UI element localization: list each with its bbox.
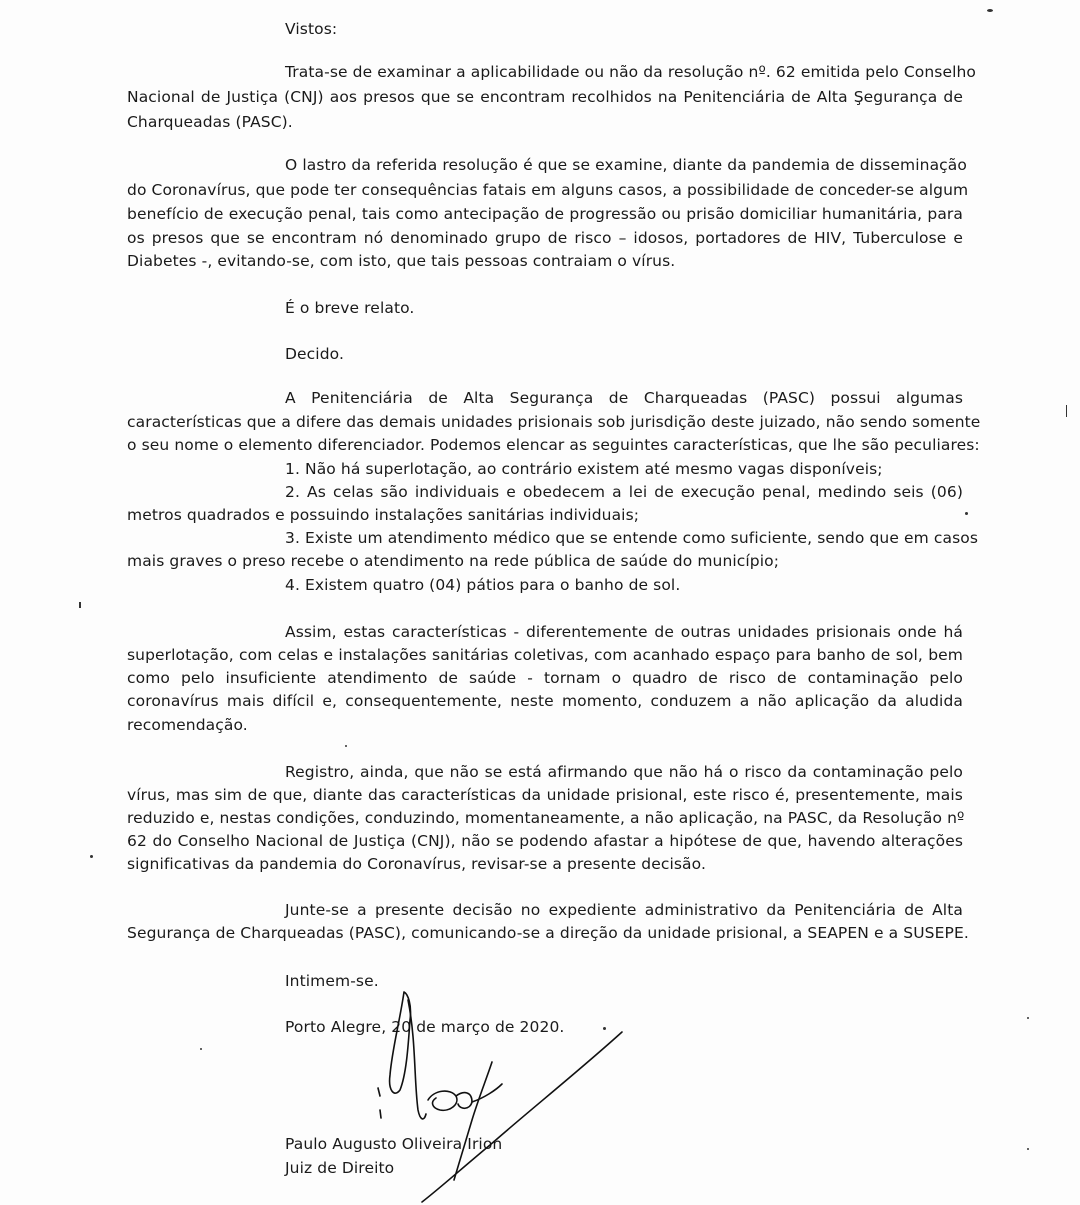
list-item-2-line-1: 2. As celas são individuais e obedecem a lei de execução penal, medindo seis (06)	[285, 483, 963, 501]
paragraph-4-line-2: superlotação, com celas e instalações sanitárias coletivas, com acanhado espaço para banho de sol, bem	[127, 646, 963, 664]
scan-speck	[90, 855, 93, 858]
scan-speck	[1027, 1017, 1029, 1019]
paragraph-5-line-1: Registro, ainda, que não se está afirmando que não há o risco da contaminação pelo	[285, 763, 963, 781]
list-item-2-line-2: metros quadrados e possuindo instalações sanitárias individuais;	[127, 506, 640, 524]
list-item-4: 4. Existem quatro (04) pátios para o banho de sol.	[285, 576, 681, 594]
paragraph-1-line-1: Trata-se de examinar a aplicabilidade ou não da resolução nº. 62 emitida pelo Conselho	[285, 63, 977, 81]
date-line: Porto Alegre, 20 de março de 2020.	[285, 1018, 565, 1036]
scan-speck	[1027, 1148, 1029, 1150]
paragraph-4-line-4: coronavírus mais difícil e, consequentemente, neste momento, conduzem a não aplicação da aludida	[127, 692, 963, 710]
paragraph-3-line-2: características que a difere das demais unidades prisionais sob jurisdição deste juizado, não sendo somente	[127, 413, 981, 431]
list-item-3-line-1: 3. Existe um atendimento médico que se entende como suficiente, sendo que em casos	[285, 529, 979, 547]
scan-speck	[987, 9, 993, 12]
paragraph-5-line-4: 62 do Conselho Nacional de Justiça (CNJ), não se podendo afastar a hipótese de que, havendo alterações	[127, 832, 963, 850]
paragraph-2-line-5: Diabetes -, evitando-se, com isto, que tais pessoas contraiam o vírus.	[127, 252, 676, 270]
paragraph-5-line-5: significativas da pandemia do Coronavírus, revisar-se a presente decisão.	[127, 855, 706, 873]
scan-speck	[345, 745, 347, 747]
scan-speck	[1066, 405, 1067, 417]
relato-line: É o breve relato.	[285, 299, 415, 317]
intimem-line: Intimem-se.	[285, 972, 379, 990]
scan-speck	[200, 1048, 202, 1050]
signer-title: Juiz de Direito	[285, 1159, 395, 1177]
paragraph-5-line-2: vírus, mas sim de que, diante das características da unidade prisional, este risco é, presentemente, mais	[127, 786, 963, 804]
paragraph-1-line-3: Charqueadas (PASC).	[127, 113, 293, 131]
decido-line: Decido.	[285, 345, 344, 363]
paragraph-4-line-5: recomendação.	[127, 716, 248, 734]
scan-speck	[79, 602, 81, 608]
list-item-1: 1. Não há superlotação, ao contrário existem até mesmo vagas disponíveis;	[285, 460, 883, 478]
paragraph-4-line-1: Assim, estas características - diferentemente de outras unidades prisionais onde há	[285, 623, 963, 641]
paragraph-2-line-2: do Coronavírus, que pode ter consequências fatais em alguns casos, a possibilidade de conceder-se algum	[127, 181, 969, 199]
paragraph-6-line-1: Junte-se a presente decisão no expediente administrativo da Penitenciária de Alta	[285, 901, 963, 919]
paragraph-6-line-2: Segurança de Charqueadas (PASC), comunicando-se a direção da unidade prisional, a SEAPEN e a SUSEPE.	[127, 924, 969, 942]
signer-name: Paulo Augusto Oliveira Irion	[285, 1135, 503, 1153]
paragraph-1-line-2: Nacional de Justiça (CNJ) aos presos que se encontram recolhidos na Penitenciária de Alta Şegurança de	[127, 88, 963, 106]
vistos-heading: Vistos:	[285, 20, 338, 38]
paragraph-2-line-3: benefício de execução penal, tais como antecipação de progressão ou prisão domiciliar humanitária, para	[127, 205, 963, 223]
handwritten-signature	[360, 980, 640, 1205]
scan-speck	[965, 512, 968, 515]
paragraph-2-line-1: O lastro da referida resolução é que se examine, diante da pandemia de disseminação	[285, 156, 967, 174]
paragraph-3-line-1: A Penitenciária de Alta Segurança de Charqueadas (PASC) possui algumas	[285, 389, 963, 407]
paragraph-3-line-3: o seu nome o elemento diferenciador. Podemos elencar as seguintes características, que lhe são peculiares:	[127, 436, 980, 454]
paragraph-5-line-3: reduzido e, nestas condições, conduzindo, momentaneamente, a não aplicação, na PASC, da Resolução nº	[127, 809, 965, 827]
paragraph-2-line-4: os presos que se encontram nó denominado grupo de risco – idosos, portadores de HIV, Tuberculose e	[127, 229, 963, 247]
paragraph-4-line-3: como pelo insuficiente atendimento de saúde - tornam o quadro de risco de contaminação pelo	[127, 669, 963, 687]
scan-speck	[603, 1027, 606, 1030]
list-item-3-line-2: mais graves o preso recebe o atendimento na rede pública de saúde do município;	[127, 552, 780, 570]
